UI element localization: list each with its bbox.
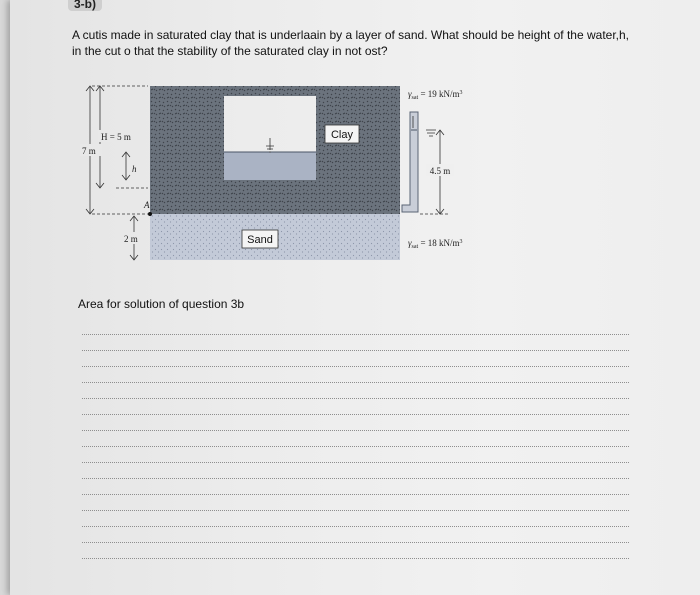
cut-depth-label: H = 5 m xyxy=(101,132,131,142)
answer-line xyxy=(82,510,629,511)
answer-line xyxy=(82,414,629,415)
answer-line xyxy=(82,382,629,383)
question-number: 3-b) xyxy=(68,0,102,11)
answer-line xyxy=(82,350,629,351)
sand-unit-weight: $\gamma_{sat} = 18$ $kN/m^3$ xyxy=(408,238,463,250)
piezometer-tube xyxy=(402,112,418,212)
water-height-label: h xyxy=(132,164,137,174)
question-line-2: in the cut o that the stability of the saturated clay in not ost? xyxy=(72,44,388,58)
answer-line xyxy=(82,494,629,495)
answer-line xyxy=(82,462,629,463)
clay-unit-weight: $\gamma_{sat} = 19$ $kN/m^3$ xyxy=(408,89,463,101)
question-line-1: A cutis made in saturated clay that is underlaain by a layer of sand. What should be height of the water,h, xyxy=(72,28,629,42)
water-in-cut xyxy=(224,152,316,180)
soil-cut-diagram xyxy=(70,80,500,270)
answer-line xyxy=(82,558,629,559)
answer-line xyxy=(82,398,629,399)
question-text xyxy=(72,27,652,59)
answer-line xyxy=(82,542,629,543)
answer-line xyxy=(82,334,629,335)
total-depth-label: 7 m xyxy=(82,146,96,156)
answer-line xyxy=(82,526,629,527)
answer-line xyxy=(82,366,629,367)
point-a-label: A xyxy=(144,200,150,210)
piezometer-height-label: 4.5 m xyxy=(429,166,451,176)
answer-line xyxy=(82,478,629,479)
answer-line xyxy=(82,446,629,447)
sand-label: Sand xyxy=(247,234,273,246)
solution-area-title: Area for solution of question 3b xyxy=(78,297,245,311)
clay-label: Clay xyxy=(330,129,354,141)
worksheet-page xyxy=(10,0,700,595)
sand-thickness-label: 2 m xyxy=(124,234,138,244)
answer-line xyxy=(82,430,629,431)
